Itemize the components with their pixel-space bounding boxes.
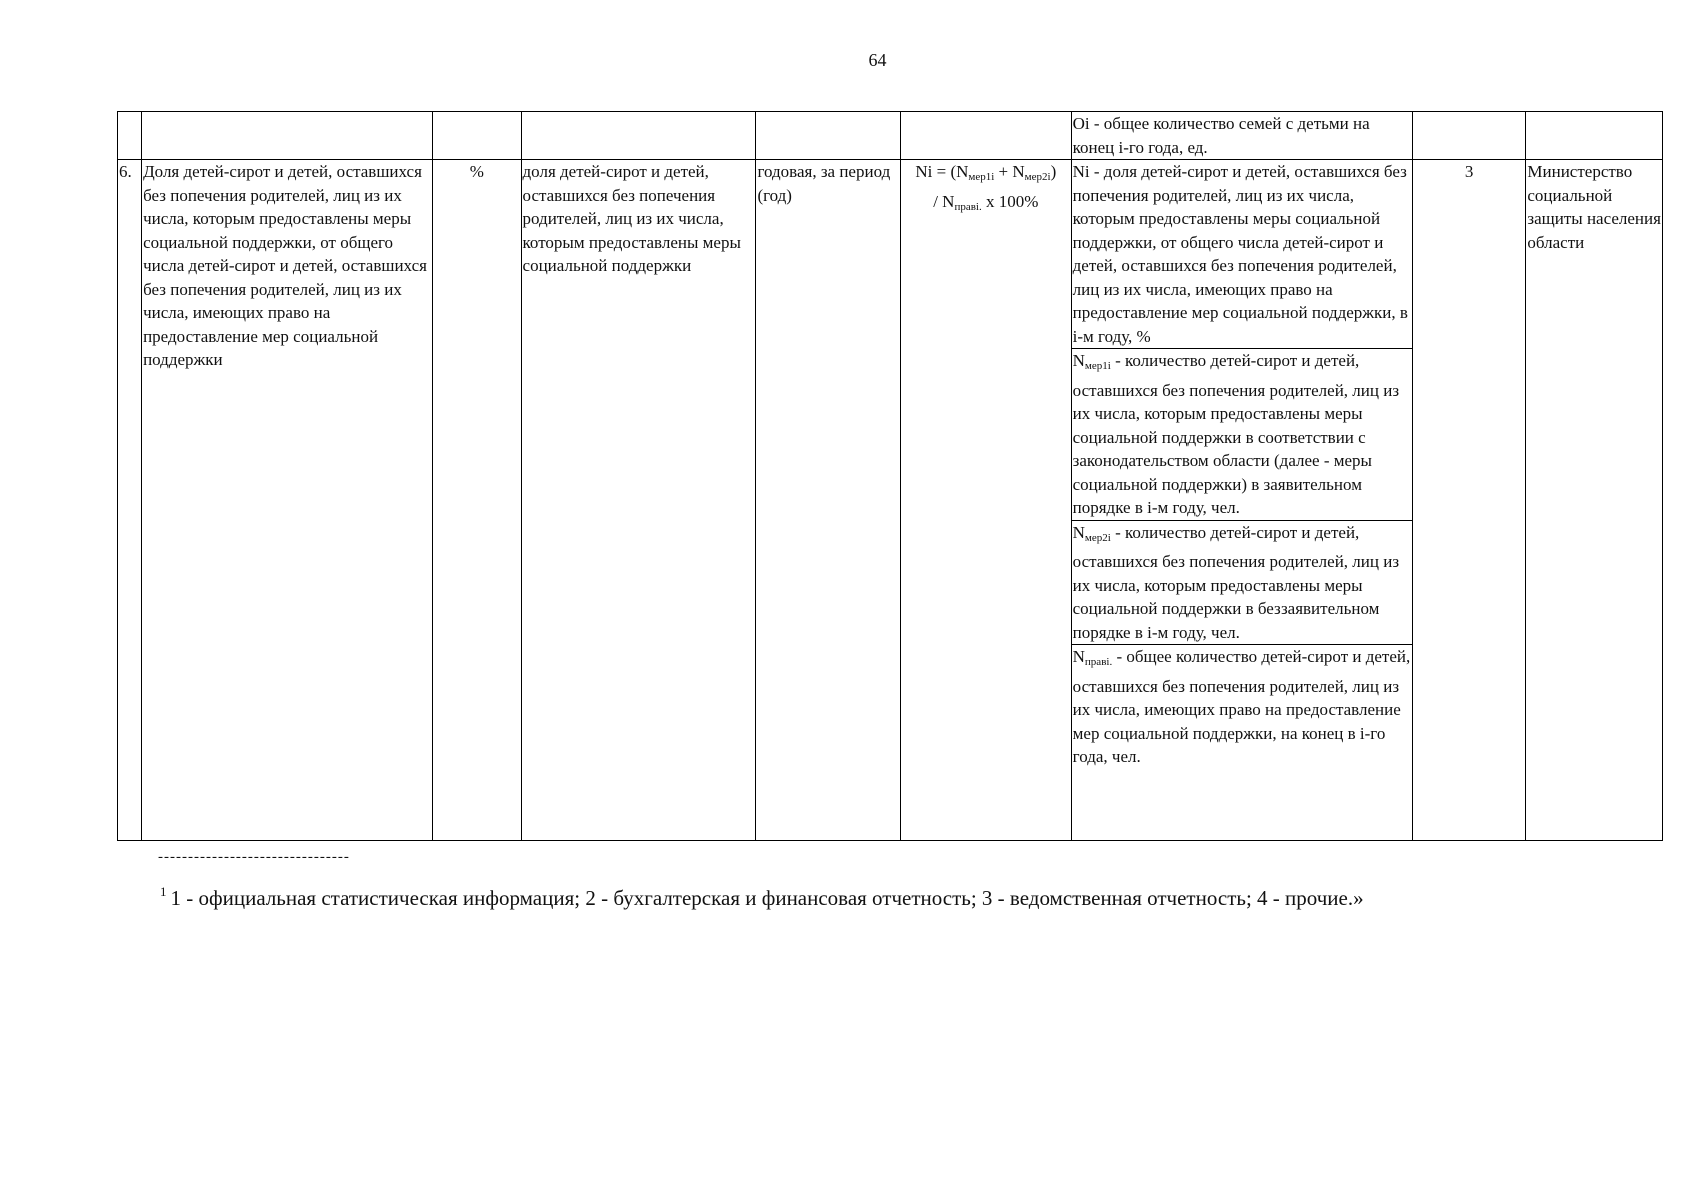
variable-n-mer2: Nмер2i - количество детей-сирот и детей, оставшихся без попечения родителей, лиц из их числа, которым предоставлены меры социальной поддержки в беззаявительном порядке в i-м году, чел. <box>1072 521 1412 646</box>
cell-empty <box>433 112 521 160</box>
formula-sub: мер1i <box>968 171 995 183</box>
cell-unit: % <box>433 160 521 841</box>
cell-definition: доля детей-сирот и детей, оставшихся без попечения родителей, лиц из их числа, которым предоставлены меры социальной поддержки <box>521 160 756 841</box>
cell-indicator-name: Доля детей-сирот и детей, оставшихся без попечения родителей, лиц из их числа, которым предоставлены меры социальной поддержки, от общего числа детей-сирот и детей, оставшихся без попечения родителей, лиц из их числа, имеющих право на предоставление мер социальной поддержки <box>142 160 433 841</box>
cell-empty <box>1412 112 1525 160</box>
page-number: 64 <box>868 50 887 70</box>
footnote-separator: -------------------------------- <box>158 849 350 865</box>
formula-sub: правi. <box>954 200 982 213</box>
variable-n-mer1: Nмер1i - количество детей-сирот и детей, оставшихся без попечения родителей, лиц из их числа, которым предоставлены меры социальной поддержки в соответствии с законодательством области (далее - меры социальной поддержки) в заявительном порядке в i-м году, чел. <box>1072 349 1412 521</box>
cell-empty <box>900 112 1071 160</box>
variable-ni: Ni - доля детей-сирот и детей, оставшихся без попечения родителей, лиц из их числа, которым предоставлены меры социальной поддержки, от общего числа детей-сирот и детей, оставшихся без попечения родителей, лиц из их числа, имеющих право на предоставление мер социальной поддержки, в i-м году, % <box>1072 160 1412 349</box>
cell-period: годовая, за период (год) <box>756 160 901 841</box>
indicators-table <box>117 111 1663 841</box>
cell-empty <box>756 112 901 160</box>
cell-source: 3 <box>1412 160 1525 841</box>
formula-line-2: / Nправi. x 100% <box>933 191 1039 213</box>
variable-oi: Oi - общее количество семей с детьми на конец i-го года, ед. <box>1072 114 1370 157</box>
cell-number: 6. <box>118 160 142 841</box>
cell-formula <box>900 160 1071 841</box>
formula-line-1: Ni = (Nмер1i + Nмер2i) <box>915 162 1057 183</box>
table-row-continuation <box>118 112 1663 160</box>
cell-responsible: Министерство социальной защиты населения области <box>1526 160 1663 841</box>
cell-empty <box>118 112 142 160</box>
cell-variables <box>1071 112 1412 160</box>
cell-empty <box>142 112 433 160</box>
variable-n-prav: Nправi. - общее количество детей-сирот и детей, оставшихся без попечения родителей, лиц из их числа, имеющих право на предоставление мер социальной поддержки, на конец в i-го года, чел. <box>1072 647 1411 766</box>
footnote <box>160 884 1364 911</box>
cell-empty <box>1526 112 1663 160</box>
cell-empty <box>521 112 756 160</box>
table-row-6 <box>118 160 1663 841</box>
footnote-marker: 1 <box>160 884 167 899</box>
cell-variables <box>1071 160 1412 841</box>
formula-sub: мер2i <box>1024 171 1051 183</box>
footnote-text: 1 - официальная статистическая информация; 2 - бухгалтерская и финансовая отчетность; 3 - ведомственная отчетность; 4 - прочие.» <box>170 886 1364 910</box>
